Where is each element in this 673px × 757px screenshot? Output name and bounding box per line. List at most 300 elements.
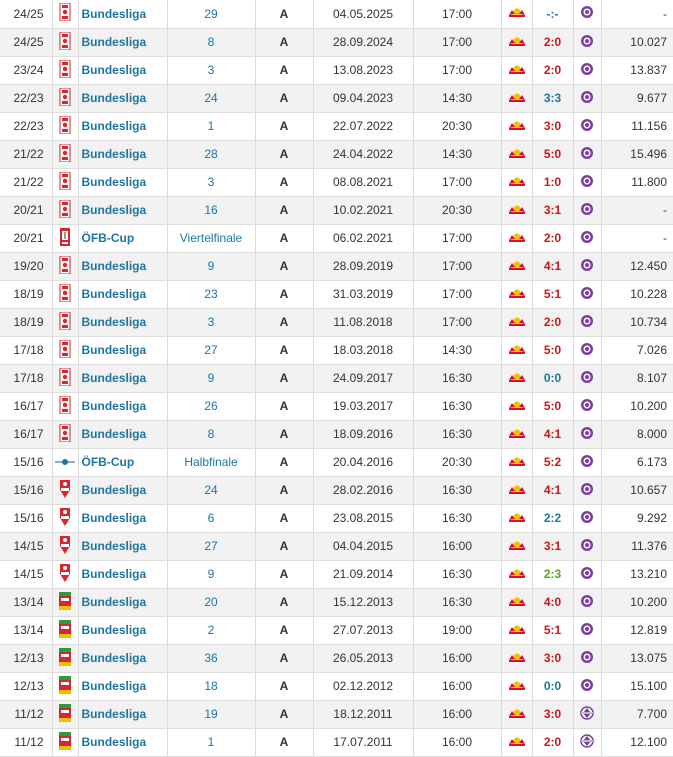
competition-link[interactable]: Bundesliga xyxy=(81,483,147,497)
bundesliga-tipp3-icon[interactable] xyxy=(58,732,72,753)
competition-link[interactable]: Bundesliga xyxy=(81,35,147,49)
competition-cell[interactable] xyxy=(78,28,167,56)
competition-logo-cell[interactable] xyxy=(52,364,78,392)
austria-wien-icon[interactable] xyxy=(580,62,594,79)
result-cell[interactable] xyxy=(532,112,573,140)
season-cell xyxy=(0,504,52,532)
austria-wien-icon[interactable] xyxy=(580,426,594,443)
home-team-cell[interactable] xyxy=(501,308,532,336)
competition-logo-cell[interactable] xyxy=(52,336,78,364)
away-team-cell[interactable] xyxy=(573,252,601,280)
competition-logo-cell[interactable] xyxy=(52,56,78,84)
result-cell[interactable] xyxy=(532,252,573,280)
table-row xyxy=(0,280,673,308)
red-bull-salzburg-icon[interactable] xyxy=(508,231,526,246)
red-bull-salzburg-icon[interactable] xyxy=(508,147,526,162)
competition-link[interactable]: ÖFB-Cup xyxy=(81,455,135,469)
time-cell xyxy=(413,140,501,168)
date-cell xyxy=(313,168,413,196)
austria-wien-icon[interactable] xyxy=(580,258,594,275)
competition-cell[interactable] xyxy=(78,728,167,756)
bundesliga-tipp3-icon[interactable] xyxy=(58,648,72,669)
red-bull-salzburg-icon[interactable] xyxy=(508,63,526,78)
red-bull-salzburg-icon[interactable] xyxy=(508,119,526,134)
result-link[interactable]: 1:0 xyxy=(543,175,562,189)
result-cell[interactable] xyxy=(532,448,573,476)
away-team-cell[interactable] xyxy=(573,420,601,448)
result-cell[interactable] xyxy=(532,280,573,308)
attendance-cell xyxy=(601,392,673,420)
away-team-cell[interactable] xyxy=(573,196,601,224)
home-team-cell[interactable] xyxy=(501,56,532,84)
competition-cell[interactable] xyxy=(78,504,167,532)
result-link[interactable]: 4:1 xyxy=(543,483,562,497)
red-bull-salzburg-icon[interactable] xyxy=(508,371,526,386)
competition-cell[interactable] xyxy=(78,196,167,224)
bundesliga-new-icon[interactable] xyxy=(59,172,71,193)
away-team-cell[interactable] xyxy=(573,0,601,28)
competition-cell[interactable] xyxy=(78,420,167,448)
bundesliga-tipico-icon[interactable] xyxy=(58,508,72,529)
home-team-cell[interactable] xyxy=(501,84,532,112)
competition-link[interactable]: Bundesliga xyxy=(81,287,147,301)
competition-logo-cell[interactable] xyxy=(52,588,78,616)
austria-wien-icon[interactable] xyxy=(580,650,594,667)
home-team-cell[interactable] xyxy=(501,420,532,448)
austria-wien-icon[interactable] xyxy=(580,202,594,219)
away-team-cell[interactable] xyxy=(573,168,601,196)
austria-wien-icon[interactable] xyxy=(580,370,594,387)
red-bull-salzburg-icon[interactable] xyxy=(508,315,526,330)
competition-link[interactable]: Bundesliga xyxy=(81,623,147,637)
competition-cell[interactable] xyxy=(78,0,167,28)
venue-cell xyxy=(255,476,313,504)
home-team-cell[interactable] xyxy=(501,224,532,252)
result-cell[interactable] xyxy=(532,616,573,644)
result-link[interactable]: 3:1 xyxy=(543,203,562,217)
attendance-cell xyxy=(601,168,673,196)
result-cell[interactable] xyxy=(532,224,573,252)
bundesliga-tipico-icon[interactable] xyxy=(58,564,72,585)
austria-wien-icon[interactable] xyxy=(580,286,594,303)
venue-cell xyxy=(255,588,313,616)
attendance-value: - xyxy=(663,203,667,217)
result-cell[interactable] xyxy=(532,168,573,196)
result-cell[interactable] xyxy=(532,476,573,504)
result-cell[interactable] xyxy=(532,504,573,532)
result-link[interactable]: 2:3 xyxy=(543,567,562,581)
kickoff-time: 17:00 xyxy=(441,6,473,21)
competition-link[interactable]: Bundesliga xyxy=(81,63,147,77)
home-team-cell[interactable] xyxy=(501,476,532,504)
away-team-cell[interactable] xyxy=(573,700,601,728)
bundesliga-tipico-icon[interactable] xyxy=(58,480,72,501)
attendance-value: 6.173 xyxy=(636,455,667,469)
red-bull-salzburg-icon[interactable] xyxy=(508,287,526,302)
competition-logo-cell[interactable] xyxy=(52,392,78,420)
result-link[interactable]: 4:1 xyxy=(543,427,562,441)
bundesliga-new-icon[interactable] xyxy=(59,88,71,109)
competition-link[interactable]: Bundesliga xyxy=(81,259,147,273)
austria-wien-icon[interactable] xyxy=(580,146,594,163)
red-bull-salzburg-icon[interactable] xyxy=(508,511,526,526)
competition-link[interactable]: Bundesliga xyxy=(81,679,147,693)
home-team-cell[interactable] xyxy=(501,560,532,588)
attendance-value: 10.200 xyxy=(630,399,667,413)
competition-link[interactable]: Bundesliga xyxy=(81,511,147,525)
red-bull-salzburg-icon[interactable] xyxy=(508,427,526,442)
away-team-cell[interactable] xyxy=(573,224,601,252)
competition-logo-cell[interactable] xyxy=(52,644,78,672)
competition-link[interactable]: Bundesliga xyxy=(81,539,147,553)
competition-cell[interactable] xyxy=(78,308,167,336)
match-date: 04.04.2015 xyxy=(332,539,394,553)
home-team-cell[interactable] xyxy=(501,616,532,644)
competition-logo-cell[interactable] xyxy=(52,448,78,476)
competition-logo-cell[interactable] xyxy=(52,224,78,252)
red-bull-salzburg-icon[interactable] xyxy=(508,623,526,638)
date-cell xyxy=(313,140,413,168)
result-link[interactable]: 4:0 xyxy=(543,595,562,609)
home-team-cell[interactable] xyxy=(501,336,532,364)
red-bull-salzburg-icon[interactable] xyxy=(508,91,526,106)
red-bull-salzburg-icon[interactable] xyxy=(508,679,526,694)
oefb-cup-icon[interactable] xyxy=(59,228,71,249)
competition-logo-cell[interactable] xyxy=(52,196,78,224)
competition-cell[interactable] xyxy=(78,56,167,84)
bundesliga-new-icon[interactable] xyxy=(59,424,71,445)
competition-cell[interactable] xyxy=(78,672,167,700)
bundesliga-new-icon[interactable] xyxy=(59,3,71,24)
red-bull-salzburg-icon[interactable] xyxy=(508,259,526,274)
competition-logo-cell[interactable] xyxy=(52,84,78,112)
kickoff-time: 16:00 xyxy=(441,707,473,721)
competition-cell[interactable] xyxy=(78,140,167,168)
bundesliga-tipico-icon[interactable] xyxy=(58,536,72,557)
home-team-cell[interactable] xyxy=(501,168,532,196)
result-cell[interactable] xyxy=(532,700,573,728)
competition-cell[interactable] xyxy=(78,280,167,308)
competition-cell[interactable] xyxy=(78,448,167,476)
result-link[interactable]: 5:1 xyxy=(543,623,562,637)
red-bull-salzburg-icon[interactable] xyxy=(508,735,526,750)
austria-wien-icon[interactable] xyxy=(580,510,594,527)
season-cell xyxy=(0,28,52,56)
competition-cell[interactable] xyxy=(78,476,167,504)
home-team-cell[interactable] xyxy=(501,588,532,616)
competition-cell[interactable] xyxy=(78,364,167,392)
competition-logo-cell[interactable] xyxy=(52,728,78,756)
competition-cell[interactable] xyxy=(78,588,167,616)
oefb-cup-old-icon[interactable] xyxy=(55,455,75,469)
result-cell[interactable] xyxy=(532,532,573,560)
competition-link[interactable]: Bundesliga xyxy=(81,343,147,357)
austria-wien-icon[interactable] xyxy=(580,678,594,695)
result-cell[interactable] xyxy=(532,420,573,448)
result-cell[interactable] xyxy=(532,196,573,224)
away-team-cell[interactable] xyxy=(573,644,601,672)
result-cell[interactable] xyxy=(532,140,573,168)
bundesliga-new-icon[interactable] xyxy=(59,256,71,277)
red-bull-salzburg-icon[interactable] xyxy=(508,399,526,414)
season-cell xyxy=(0,56,52,84)
home-team-cell[interactable] xyxy=(501,196,532,224)
away-team-cell[interactable] xyxy=(573,112,601,140)
home-team-cell[interactable] xyxy=(501,0,532,28)
competition-logo-cell[interactable] xyxy=(52,112,78,140)
bundesliga-new-icon[interactable] xyxy=(59,312,71,333)
result-cell[interactable] xyxy=(532,560,573,588)
competition-logo-cell[interactable] xyxy=(52,420,78,448)
away-team-cell[interactable] xyxy=(573,588,601,616)
away-team-cell[interactable] xyxy=(573,364,601,392)
home-team-cell[interactable] xyxy=(501,364,532,392)
competition-cell[interactable] xyxy=(78,392,167,420)
competition-cell[interactable] xyxy=(78,532,167,560)
bundesliga-tipp3-icon[interactable] xyxy=(58,676,72,697)
result-link[interactable]: 0:0 xyxy=(543,371,562,385)
red-bull-salzburg-icon[interactable] xyxy=(508,595,526,610)
away-team-cell[interactable] xyxy=(573,84,601,112)
competition-link[interactable]: Bundesliga xyxy=(81,427,147,441)
austria-wien-icon[interactable] xyxy=(580,566,594,583)
competition-link[interactable]: Bundesliga xyxy=(81,735,147,749)
venue-label: A xyxy=(279,119,289,133)
austria-wien-icon[interactable] xyxy=(580,118,594,135)
competition-logo-cell[interactable] xyxy=(52,560,78,588)
red-bull-salzburg-icon[interactable] xyxy=(508,35,526,50)
away-team-cell[interactable] xyxy=(573,532,601,560)
result-link[interactable]: -:- xyxy=(546,6,559,21)
away-team-cell[interactable] xyxy=(573,728,601,756)
away-team-cell[interactable] xyxy=(573,560,601,588)
away-team-cell[interactable] xyxy=(573,504,601,532)
red-bull-salzburg-icon[interactable] xyxy=(508,175,526,190)
austria-wien-old-icon[interactable] xyxy=(579,733,595,752)
home-team-cell[interactable] xyxy=(501,504,532,532)
austria-wien-icon[interactable] xyxy=(580,398,594,415)
competition-link[interactable]: Bundesliga xyxy=(81,119,147,133)
competition-logo-cell[interactable] xyxy=(52,476,78,504)
result-link[interactable]: 5:2 xyxy=(543,455,562,469)
home-team-cell[interactable] xyxy=(501,112,532,140)
competition-logo-cell[interactable] xyxy=(52,28,78,56)
competition-cell[interactable] xyxy=(78,224,167,252)
result-cell[interactable] xyxy=(532,364,573,392)
competition-link[interactable]: ÖFB-Cup xyxy=(81,231,135,245)
result-cell[interactable] xyxy=(532,0,573,28)
bundesliga-tipp3-icon[interactable] xyxy=(58,620,72,641)
red-bull-salzburg-icon[interactable] xyxy=(508,6,526,21)
result-link[interactable]: 0:0 xyxy=(543,679,562,693)
result-link[interactable]: 5:0 xyxy=(543,147,562,161)
result-link[interactable]: 5:0 xyxy=(543,343,562,357)
result-link[interactable]: 3:0 xyxy=(543,707,562,721)
competition-logo-cell[interactable] xyxy=(52,168,78,196)
season-cell xyxy=(0,168,52,196)
bundesliga-new-icon[interactable] xyxy=(59,368,71,389)
result-link[interactable]: 3:0 xyxy=(543,651,562,665)
austria-wien-icon[interactable] xyxy=(580,34,594,51)
venue-label: A xyxy=(279,6,289,21)
competition-logo-cell[interactable] xyxy=(52,616,78,644)
bundesliga-new-icon[interactable] xyxy=(59,284,71,305)
bundesliga-new-icon[interactable] xyxy=(59,200,71,221)
date-cell xyxy=(313,560,413,588)
austria-wien-old-icon[interactable] xyxy=(579,705,595,724)
kickoff-time: 16:30 xyxy=(441,427,473,441)
bundesliga-new-icon[interactable] xyxy=(59,340,71,361)
venue-label: A xyxy=(279,539,289,553)
result-cell[interactable] xyxy=(532,728,573,756)
result-link[interactable]: 3:1 xyxy=(543,539,562,553)
red-bull-salzburg-icon[interactable] xyxy=(508,483,526,498)
away-team-cell[interactable] xyxy=(573,448,601,476)
competition-cell[interactable] xyxy=(78,616,167,644)
home-team-cell[interactable] xyxy=(501,448,532,476)
austria-wien-icon[interactable] xyxy=(580,454,594,471)
competition-cell[interactable] xyxy=(78,112,167,140)
competition-cell[interactable] xyxy=(78,560,167,588)
austria-wien-icon[interactable] xyxy=(580,314,594,331)
competition-logo-cell[interactable] xyxy=(52,308,78,336)
round-cell xyxy=(167,644,255,672)
competition-logo-cell[interactable] xyxy=(52,280,78,308)
home-team-cell[interactable] xyxy=(501,140,532,168)
bundesliga-new-icon[interactable] xyxy=(59,60,71,81)
competition-cell[interactable] xyxy=(78,644,167,672)
competition-logo-cell[interactable] xyxy=(52,0,78,28)
away-team-cell[interactable] xyxy=(573,56,601,84)
competition-cell[interactable] xyxy=(78,168,167,196)
competition-link[interactable]: Bundesliga xyxy=(81,91,147,105)
competition-link[interactable]: Bundesliga xyxy=(81,203,147,217)
competition-logo-cell[interactable] xyxy=(52,252,78,280)
competition-logo-cell[interactable] xyxy=(52,700,78,728)
home-team-cell[interactable] xyxy=(501,532,532,560)
competition-cell[interactable] xyxy=(78,336,167,364)
result-cell[interactable] xyxy=(532,56,573,84)
round-cell xyxy=(167,336,255,364)
result-link[interactable]: 3:3 xyxy=(543,91,562,105)
competition-link[interactable]: Bundesliga xyxy=(81,6,147,21)
away-team-cell[interactable] xyxy=(573,476,601,504)
competition-link[interactable]: Bundesliga xyxy=(81,567,147,581)
result-link[interactable]: 2:0 xyxy=(543,63,562,77)
home-team-cell[interactable] xyxy=(501,252,532,280)
result-cell[interactable] xyxy=(532,336,573,364)
result-cell[interactable] xyxy=(532,392,573,420)
result-cell[interactable] xyxy=(532,28,573,56)
bundesliga-new-icon[interactable] xyxy=(59,32,71,53)
austria-wien-icon[interactable] xyxy=(580,622,594,639)
competition-logo-cell[interactable] xyxy=(52,504,78,532)
austria-wien-icon[interactable] xyxy=(580,538,594,555)
red-bull-salzburg-icon[interactable] xyxy=(508,343,526,358)
red-bull-salzburg-icon[interactable] xyxy=(508,539,526,554)
away-team-cell[interactable] xyxy=(573,280,601,308)
competition-link[interactable]: Bundesliga xyxy=(81,707,147,721)
result-link[interactable]: 3:0 xyxy=(543,119,562,133)
home-team-cell[interactable] xyxy=(501,644,532,672)
away-team-cell[interactable] xyxy=(573,28,601,56)
result-link[interactable]: 4:1 xyxy=(543,259,562,273)
competition-link[interactable]: Bundesliga xyxy=(81,371,147,385)
home-team-cell[interactable] xyxy=(501,280,532,308)
bundesliga-new-icon[interactable] xyxy=(59,116,71,137)
austria-wien-icon[interactable] xyxy=(580,342,594,359)
red-bull-salzburg-icon[interactable] xyxy=(508,707,526,722)
away-team-cell[interactable] xyxy=(573,308,601,336)
away-team-cell[interactable] xyxy=(573,336,601,364)
result-link[interactable]: 2:0 xyxy=(543,315,562,329)
competition-link[interactable]: Bundesliga xyxy=(81,175,147,189)
competition-link[interactable]: Bundesliga xyxy=(81,399,147,413)
competition-cell[interactable] xyxy=(78,700,167,728)
home-team-cell[interactable] xyxy=(501,392,532,420)
result-link[interactable]: 5:0 xyxy=(543,399,562,413)
home-team-cell[interactable] xyxy=(501,728,532,756)
bundesliga-tipp3-icon[interactable] xyxy=(58,592,72,613)
competition-logo-cell[interactable] xyxy=(52,140,78,168)
result-cell[interactable] xyxy=(532,588,573,616)
home-team-cell[interactable] xyxy=(501,700,532,728)
home-team-cell[interactable] xyxy=(501,672,532,700)
kickoff-time: 19:00 xyxy=(441,623,473,637)
competition-cell[interactable] xyxy=(78,252,167,280)
competition-link[interactable]: Bundesliga xyxy=(81,315,147,329)
round-cell xyxy=(167,588,255,616)
red-bull-salzburg-icon[interactable] xyxy=(508,651,526,666)
season-cell xyxy=(0,700,52,728)
austria-wien-icon[interactable] xyxy=(580,90,594,107)
result-link[interactable]: 5:1 xyxy=(543,287,562,301)
away-team-cell[interactable] xyxy=(573,392,601,420)
home-team-cell[interactable] xyxy=(501,28,532,56)
red-bull-salzburg-icon[interactable] xyxy=(508,455,526,470)
bundesliga-new-icon[interactable] xyxy=(59,144,71,165)
red-bull-salzburg-icon[interactable] xyxy=(508,203,526,218)
austria-wien-icon[interactable] xyxy=(580,5,594,22)
red-bull-salzburg-icon[interactable] xyxy=(508,567,526,582)
competition-cell[interactable] xyxy=(78,84,167,112)
bundesliga-tipp3-icon[interactable] xyxy=(58,704,72,725)
time-cell xyxy=(413,364,501,392)
austria-wien-icon[interactable] xyxy=(580,594,594,611)
away-team-cell[interactable] xyxy=(573,672,601,700)
competition-logo-cell[interactable] xyxy=(52,532,78,560)
bundesliga-new-icon[interactable] xyxy=(59,396,71,417)
result-cell[interactable] xyxy=(532,84,573,112)
away-team-cell[interactable] xyxy=(573,616,601,644)
result-cell[interactable] xyxy=(532,672,573,700)
match-date: 09.04.2023 xyxy=(332,91,394,105)
away-team-cell[interactable] xyxy=(573,140,601,168)
austria-wien-icon[interactable] xyxy=(580,230,594,247)
result-link[interactable]: 2:0 xyxy=(543,231,562,245)
result-cell[interactable] xyxy=(532,644,573,672)
result-link[interactable]: 2:2 xyxy=(543,511,562,525)
result-link[interactable]: 2:0 xyxy=(543,35,562,49)
competition-logo-cell[interactable] xyxy=(52,672,78,700)
result-cell[interactable] xyxy=(532,308,573,336)
austria-wien-icon[interactable] xyxy=(580,174,594,191)
competition-link[interactable]: Bundesliga xyxy=(81,651,147,665)
austria-wien-icon[interactable] xyxy=(580,482,594,499)
competition-link[interactable]: Bundesliga xyxy=(81,595,147,609)
result-link[interactable]: 2:0 xyxy=(543,735,562,749)
competition-link[interactable]: Bundesliga xyxy=(81,147,147,161)
